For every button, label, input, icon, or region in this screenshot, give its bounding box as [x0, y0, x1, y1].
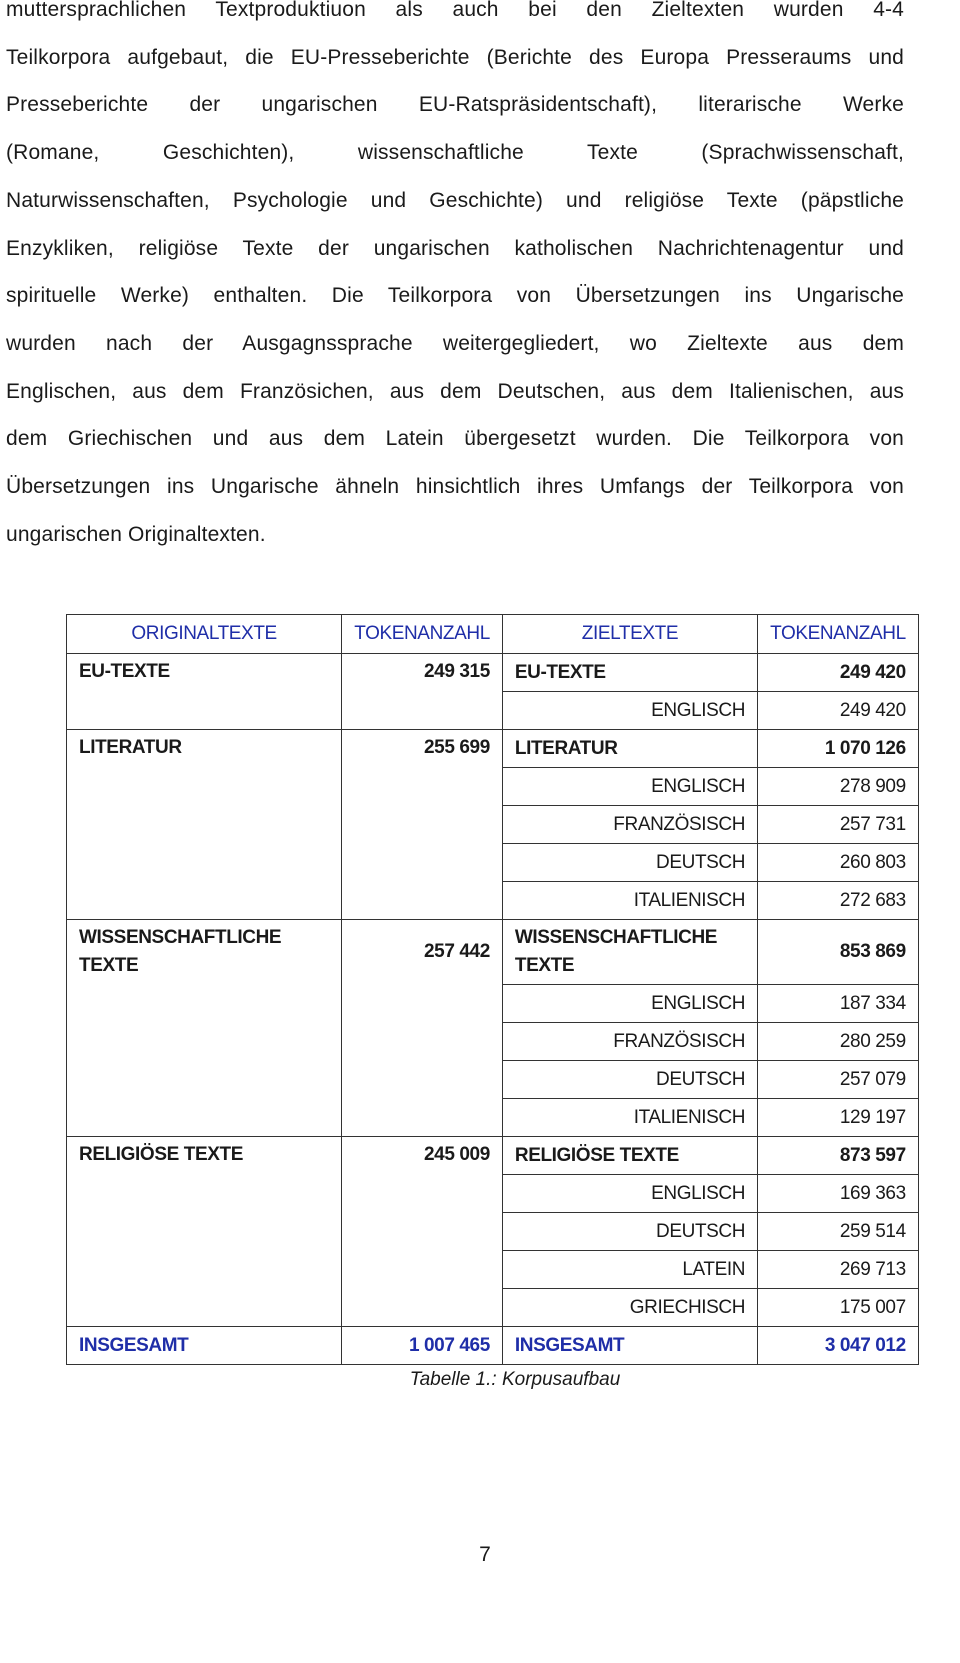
- paragraph-line: spirituelle Werke) enthalten. Die Teilkorpora von Übersetzungen ins Ungarische: [6, 284, 904, 308]
- sub-language: ITALIENISCH: [502, 882, 757, 920]
- paragraph-line: (Romane, Geschichten), wissenschaftliche Texte (Sprachwissenschaft,: [6, 141, 904, 165]
- sub-tokens: 257 079: [758, 1061, 919, 1099]
- header-tokenanzahl-original: TOKENANZAHL: [342, 615, 503, 654]
- orig-tokens: 257 442: [342, 920, 503, 1137]
- paragraph-line: Teilkorpora aufgebaut, die EU-Presseberichte (Berichte des Europa Presseraums und: [6, 45, 904, 69]
- sub-language: DEUTSCH: [502, 1061, 757, 1099]
- paragraph-line: wurden nach der Ausgagnssprache weitergegliedert, wo Zieltexte aus dem: [6, 331, 904, 355]
- sub-tokens: 257 731: [758, 806, 919, 844]
- table-header-row: [67, 615, 919, 654]
- sub-language: LATEIN: [502, 1251, 757, 1289]
- sub-language: ENGLISCH: [502, 985, 757, 1023]
- orig-label: WISSENSCHAFTLICHE TEXTE: [67, 920, 342, 1137]
- table-row: [67, 1137, 919, 1175]
- sub-tokens: 260 803: [758, 844, 919, 882]
- sub-language: ENGLISCH: [502, 1175, 757, 1213]
- orig-tokens: 245 009: [342, 1137, 503, 1327]
- orig-label: EU-TEXTE: [67, 654, 342, 730]
- target-tokens: 853 869: [758, 920, 919, 985]
- orig-label: RELIGIÖSE TEXTE: [67, 1137, 342, 1327]
- sub-tokens: 272 683: [758, 882, 919, 920]
- sub-language: ENGLISCH: [502, 692, 757, 730]
- sub-tokens: 259 514: [758, 1213, 919, 1251]
- target-tokens: 1 070 126: [758, 730, 919, 768]
- target-label: WISSENSCHAFTLICHE TEXTE: [502, 920, 757, 985]
- header-zieltexte: ZIELTEXTE: [502, 615, 757, 654]
- paragraph-line: Naturwissenschaften, Psychologie und Geschichte) und religiöse Texte (päpstliche: [6, 188, 904, 212]
- sub-tokens: 280 259: [758, 1023, 919, 1061]
- table-total-row: [67, 1327, 919, 1365]
- corpus-table: [66, 614, 919, 1365]
- target-tokens: 873 597: [758, 1137, 919, 1175]
- sub-tokens: 175 007: [758, 1289, 919, 1327]
- sub-tokens: 278 909: [758, 768, 919, 806]
- orig-tokens: 255 699: [342, 730, 503, 920]
- table-row: [67, 920, 919, 985]
- total-target-label: INSGESAMT: [502, 1327, 757, 1365]
- header-originaltexte: ORIGINALTEXTE: [67, 615, 342, 654]
- total-orig-tokens: 1 007 465: [342, 1327, 503, 1365]
- paragraph-line: Englischen, aus dem Französichen, aus dem Deutschen, aus dem Italienischen, aus: [6, 379, 904, 403]
- sub-language: GRIECHISCH: [502, 1289, 757, 1327]
- table-caption: Tabelle 1.: Korpusaufbau: [409, 1369, 621, 1390]
- sub-tokens: 187 334: [758, 985, 919, 1023]
- table-row: [67, 654, 919, 692]
- paragraph-line: muttersprachlichen Textproduktiuon als auch bei den Zieltexten wurden 4-4: [6, 0, 904, 21]
- sub-language: ENGLISCH: [502, 768, 757, 806]
- body-paragraph: [6, 0, 904, 558]
- sub-language: FRANZÖSISCH: [502, 806, 757, 844]
- orig-label: LITERATUR: [67, 730, 342, 920]
- total-orig-label: INSGESAMT: [67, 1327, 342, 1365]
- target-label: EU-TEXTE: [502, 654, 757, 692]
- paragraph-line: Enzykliken, religiöse Texte der ungarischen katholischen Nachrichtenagentur und: [6, 236, 904, 260]
- table-row: [67, 730, 919, 768]
- paragraph-line: dem Griechischen und aus dem Latein übergesetzt wurden. Die Teilkorpora von: [6, 427, 904, 451]
- paragraph-line: ungarischen Originaltexten.: [6, 522, 266, 546]
- header-tokenanzahl-target: TOKENANZAHL: [758, 615, 919, 654]
- paragraph-line: Übersetzungen ins Ungarische ähneln hinsichtlich ihres Umfangs der Teilkorpora von: [6, 475, 904, 499]
- paragraph-line: Presseberichte der ungarischen EU-Ratspräsidentschaft), literarische Werke: [6, 93, 904, 117]
- target-label: LITERATUR: [502, 730, 757, 768]
- sub-tokens: 129 197: [758, 1099, 919, 1137]
- orig-tokens: 249 315: [342, 654, 503, 730]
- sub-language: FRANZÖSISCH: [502, 1023, 757, 1061]
- target-tokens: 249 420: [758, 654, 919, 692]
- total-target-tokens: 3 047 012: [758, 1327, 919, 1365]
- sub-language: DEUTSCH: [502, 844, 757, 882]
- sub-tokens: 169 363: [758, 1175, 919, 1213]
- sub-language: ITALIENISCH: [502, 1099, 757, 1137]
- sub-tokens: 249 420: [758, 692, 919, 730]
- page-number: 7: [479, 1543, 491, 1566]
- sub-language: DEUTSCH: [502, 1213, 757, 1251]
- target-label: RELIGIÖSE TEXTE: [502, 1137, 757, 1175]
- sub-tokens: 269 713: [758, 1251, 919, 1289]
